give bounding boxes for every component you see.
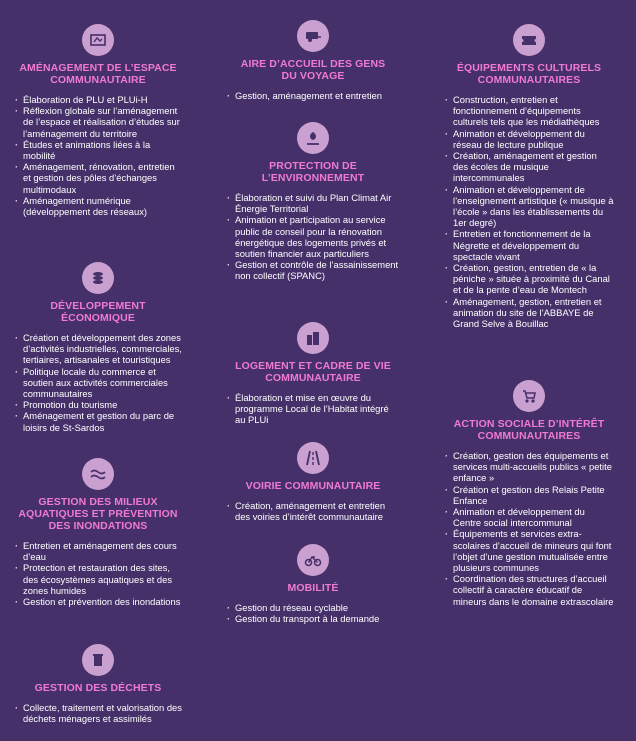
section-voirie [226,442,400,522]
list-item: · Création et développement des zones d’activités industrielles, commerciales, tertiaires, artisanales et touristiques [14,332,182,366]
list-item: · Aménagement et gestion du parc de loisirs de St-Sardos [14,410,182,432]
section-developpement [14,262,182,433]
section-title: ÉQUIPEMENTS CULTURELS COMMUNAUTAIRES [456,62,602,86]
list-item: · Gestion et contrôle de l’assainissement non collectif (SPANC) [226,259,400,281]
caravan-icon [297,20,329,52]
list-item: · Entretien et fonctionnement de la Négrette et développement du spectacle vivant [444,228,614,262]
list-item: · Création, aménagement et entretien des voiries d’intérêt communautaire [226,500,400,522]
buildings-icon [297,322,329,354]
item-list [14,702,182,724]
bicycle-icon [297,544,329,576]
list-item: · Équipements et services extra-scolaires d’accueil de mineurs qui font l’objet d’une gestion mutualisée entre plusieurs communes [444,528,614,573]
list-item: · Animation et développement du réseau de lecture publique [444,128,614,150]
section-title: DÉVELOPPEMENT ÉCONOMIQUE [50,300,146,324]
list-item: · Protection et restauration des sites, des écosystèmes aquatiques et des zones humides [14,562,182,596]
list-item: · Construction, entretien et fonctionnement d’équipements culturels tels que les médiathèques [444,94,614,128]
list-item: · Politique locale du commerce et soutien aux activités commerciales communautaires [14,366,182,400]
section-logement [226,322,400,426]
list-item: · Aménagement, gestion, entretien et animation du site de l’ABBAYE de Grand Selve à Bouillac [444,296,614,330]
list-item: · Élaboration et mise en œuvre du programme Local de l’Habitat intégré au PLUi [226,392,400,426]
list-item: · Animation et développement de l’enseignement artistique (« musique à l’école » dans les établissements du 1er degré) [444,184,614,229]
section-culture [444,24,614,329]
list-item: · Création et gestion des Relais Petite Enfance [444,484,614,506]
list-item: · Aménagement, rénovation, entretien et gestion des pôles d’échanges multimodaux [14,161,182,195]
leaf-hand-icon [297,122,329,154]
map-icon [82,24,114,56]
list-item: · Collecte, traitement et valorisation des déchets ménagers et assimilés [14,702,182,724]
item-list [14,332,182,433]
list-item: · Réflexion globale sur l’aménagement de l’espace et réalisation d’études sur l’aménagement du territoire [14,105,182,139]
section-title: AIRE D’ACCUEIL DES GENS DU VOYAGE [240,58,386,82]
item-list [226,392,400,426]
section-title: AMÉNAGEMENT DE L’ESPACE COMMUNAUTAIRE [19,62,177,86]
coins-icon [82,262,114,294]
list-item: · Élaboration de PLU et PLUi-H [14,94,182,105]
section-title: GESTION DES MILIEUX AQUATIQUES ET PRÉVENTION DES INONDATIONS [18,496,178,532]
item-list [14,94,182,217]
list-item: · Création, gestion, entretien de « la péniche » située à proximité du Canal et de la pente d’eau de Montech [444,262,614,296]
section-dechets [14,644,182,724]
list-item: · Animation et participation au service public de conseil pour la rénovation énergétique des logements privés et soutien financier aux particuliers [226,214,400,259]
section-amenagement [14,24,182,217]
item-list [226,602,400,624]
ticket-icon [513,24,545,56]
list-item: · Entretien et aménagement des cours d’eau [14,540,182,562]
stroller-icon [513,380,545,412]
list-item: · Élaboration et suivi du Plan Climat Air Énergie Territorial [226,192,400,214]
section-gens-du-voyage [226,20,400,101]
item-list [226,90,400,101]
item-list [226,500,400,522]
section-title: GESTION DES DÉCHETS [34,682,162,694]
section-milieux [14,458,182,607]
recycle-bin-icon [82,644,114,676]
section-environnement [226,122,400,282]
list-item: · Animation et développement du Centre social intercommunal [444,506,614,528]
section-mobilite [226,544,400,624]
section-title: PROTECTION DE L’ENVIRONNEMENT [261,160,365,184]
water-icon [82,458,114,490]
list-item: · Création, aménagement et gestion des écoles de musique intercommunales [444,150,614,184]
list-item: · Création, gestion des équipements et services multi-accueils publics « petite enfance » [444,450,614,484]
list-item: · Gestion, aménagement et entretien [226,90,400,101]
list-item: · Coordination des structures d’accueil collectif à caractère éducatif de mineurs dans le domaine extrascolaire [444,573,614,607]
item-list [444,94,614,329]
list-item: · Études et animations liées à la mobilité [14,139,182,161]
list-item: · Gestion du transport à la demande [226,613,400,624]
list-item: · Aménagement numérique (développement des réseaux) [14,195,182,217]
item-list [14,540,182,607]
section-social [444,380,614,607]
road-icon [297,442,329,474]
list-item: · Promotion du tourisme [14,399,182,410]
section-title: VOIRIE COMMUNAUTAIRE [245,480,381,492]
section-title: LOGEMENT ET CADRE DE VIE COMMUNAUTAIRE [235,360,391,384]
list-item: · Gestion du réseau cyclable [226,602,400,613]
item-list [226,192,400,282]
item-list [444,450,614,607]
section-title: ACTION SOCIALE D’INTÉRÊT COMMUNAUTAIRES [453,418,605,442]
list-item: · Gestion et prévention des inondations [14,596,182,607]
section-title: MOBILITÉ [287,582,339,594]
